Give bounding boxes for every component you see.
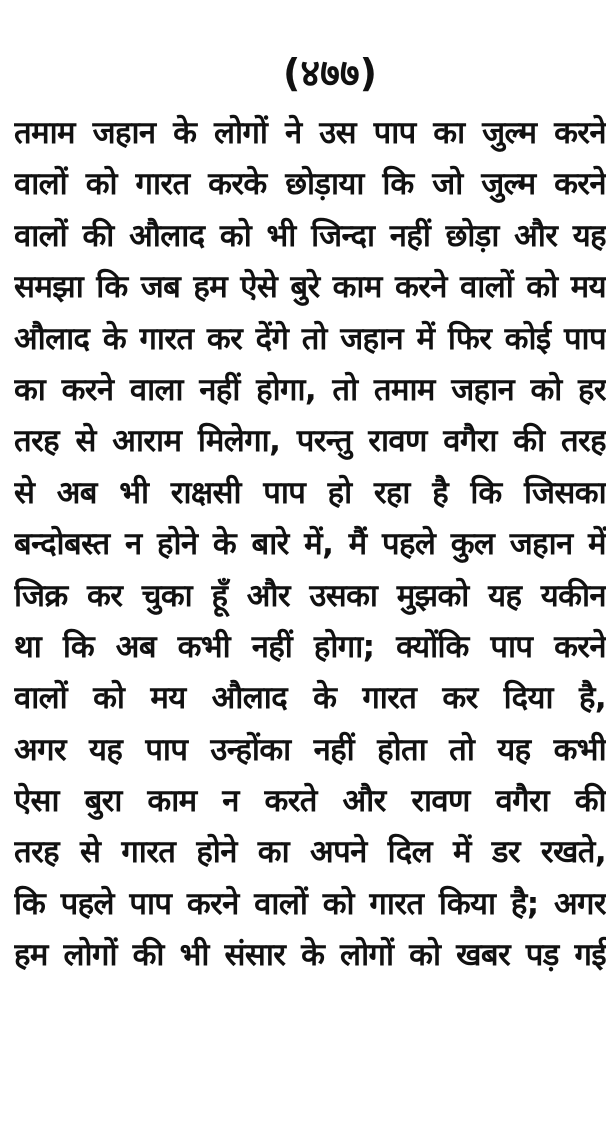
- text-line: था कि अब कभी नहीं होगा; क्योंकि पाप करने: [14, 628, 606, 665]
- text-line: तमाम जहान के लोगों ने उस पाप का जुल्म करने: [14, 115, 606, 151]
- text-line: अगर यह पाप उन्होंका नहीं होता तो यह कभी: [14, 731, 606, 768]
- text-line: वालों को मय औलाद के गारत कर दिया है,: [14, 680, 606, 717]
- text-line: का करने वाला नहीं होगा, तो तमाम जहान को हर: [14, 371, 606, 408]
- text-line: से अब भी राक्षसी पाप हो रहा है कि जिसका: [14, 474, 606, 511]
- body-text: [14, 108, 606, 982]
- text-line: तरह से आराम मिलेगा, परन्तु रावण वगैरा की तरह: [14, 423, 606, 460]
- text-line: कि पहले पाप करने वालों को गारत किया है; अगर: [14, 885, 606, 922]
- text-line: बन्दोबस्त न होने के बारे में, मैं पहले कुल जहान में: [14, 526, 606, 563]
- text-line: ऐसा बुरा काम न करते और रावण वगैरा की: [14, 783, 606, 820]
- text-line: तरह से गारत होने का अपने दिल में डर रखते,: [14, 834, 606, 871]
- text-line: औलाद के गारत कर देंगे तो जहान में फिर कोई पाप: [14, 320, 606, 357]
- text-line: समझा कि जब हम ऐसे बुरे काम करने वालों को मय: [14, 269, 606, 306]
- text-line: वालों को गारत करके छोड़ाया कि जो जुल्म करने: [14, 166, 606, 203]
- page-number: (४७७): [282, 51, 377, 95]
- text-line: वालों की औलाद को भी जिन्दा नहीं छोड़ा और यह: [14, 217, 606, 254]
- text-line: जिक्र कर चुका हूँ और उसका मुझको यह यकीन: [14, 577, 606, 614]
- text-line: हम लोगों की भी संसार के लोगों को खबर पड़ गई: [14, 937, 606, 974]
